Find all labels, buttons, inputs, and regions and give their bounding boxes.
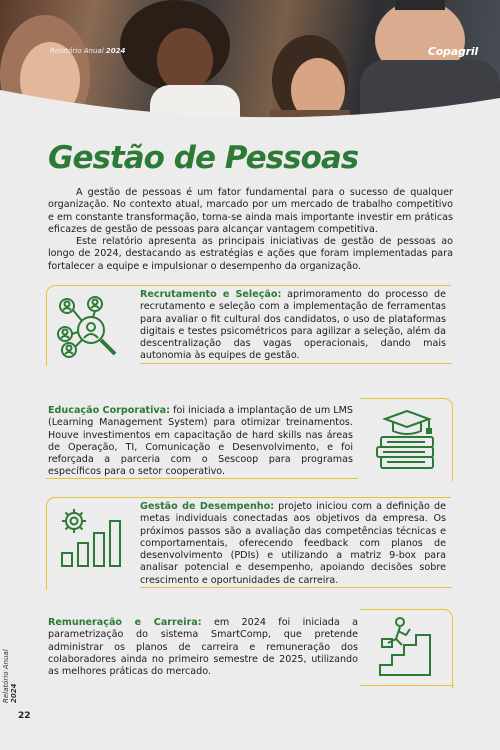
gear-bar-chart-icon [58,505,126,569]
section-heading: Recrutamento e Seleção: [140,289,282,300]
section-body: foi iniciada a implantação de um LMS (Learning Management System) para otimizar treinamentos. Houve investimentos em capacitação de hard skills nas áreas de Operação, TI, Comunicação e Desenvolvimento, e foi reforçada a parceria com o Sescoop para programas específicos para o setor cooperativo. [48,405,353,478]
section-text [48,405,353,479]
side-report-label: Relatório Anual 2024 [2,649,18,703]
section-text [140,501,446,587]
section-heading: Educação Corporativa: [48,405,170,416]
section-text [140,289,446,363]
section-text [48,617,358,678]
section-body: projeto iniciou com a definição de metas individuais conectadas aos objetivos da empresa. Os próximos passos são a avaliação das competências técnicas e comportamentais, oferecendo feedback com planos de desenvolvimento (PDIs) e utilizando a matriz 9-box para analisar potencial e desempenho, apoiando decisões sobre crescimento e oportunidades de carreira. [140,501,446,586]
section-heading: Gestão de Desempenho: [140,501,275,512]
section-heading: Remuneração e Carreira: [48,617,202,628]
section-body: em 2024 foi iniciada a parametrização do sistema SmartComp, que pretende administrar os planos de carreira e remuneração dos colaboradores ainda no primeiro semestre de 2025, utilizando as melhores práticas do mercado. [48,617,358,678]
brand-logo: Copagril [427,45,478,58]
page-title: Gestão de Pessoas [48,140,359,176]
report-label: Relatório Anual 2024 [50,47,126,55]
recruitment-icon [55,296,130,360]
intro-text [48,187,453,273]
intro-paragraph-2: Este relatório apresenta as principais iniciativas de gestão de pessoas ao longo de 2024, destacando as estratégias e ações que foram implementadas para fortalecer a equipe e impulsionar o desempenho da organização. [48,236,453,272]
section-underline [360,685,454,687]
section-underline [140,363,452,365]
intro-paragraph-1: A gestão de pessoas é um fator fundamental para o sucesso de qualquer organização. No contexto atual, marcado por um mercado de trabalho competitivo e em constante transformação, torna-se ainda mais importante investir em práticas eficazes de gestão de pessoas para alcançar vantagem competitiva. [48,187,453,235]
graduation-books-icon [375,409,441,471]
section-body: aprimoramento do processo de recrutamento e seleção com a implementação de ferramentas para avaliar o fit cultural dos candidatos, o uso de plataformas digitais e testes psicométricos para agilizar a seleção, além da descentralização das vagas operacionais, dando mais autonomia às equipes de gestão. [140,289,446,362]
page-number: 22 [18,711,31,721]
section-underline [140,587,452,589]
career-stairs-icon [374,617,436,681]
